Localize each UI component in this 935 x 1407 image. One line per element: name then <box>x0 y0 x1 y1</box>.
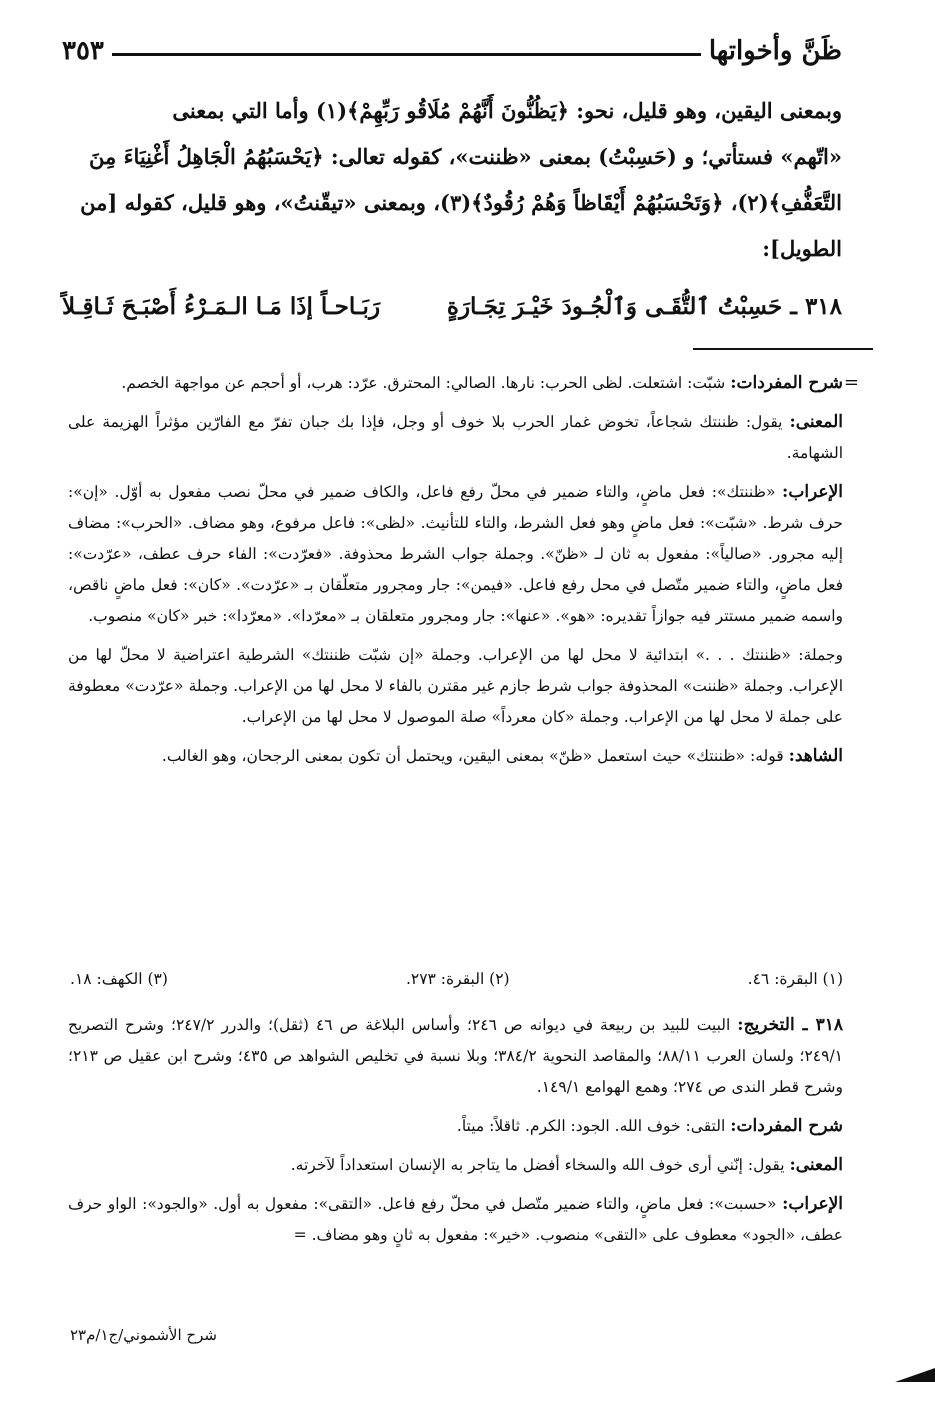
main-line: الطويل]: <box>762 236 842 261</box>
note-irab <box>68 477 843 632</box>
note-maana <box>68 407 843 469</box>
footer-reference: شرح الأشموني/ج١/م٢٣ <box>70 1326 217 1344</box>
main-line: وبمعنى اليقين، وهو قليل، نحو: ﴿يَظُنُّونَ أَنَّهُمْ مُلَاقُو رَبِّهِمْ﴾(١) وأما التي بمعنى <box>172 98 842 123</box>
note-text: يقول: إنّني أرى خوف الله والسخاء أفضل ما يتاجر به الإنسان استعداداً لآخرته. <box>290 1156 785 1174</box>
commentary-notes <box>68 368 843 780</box>
header-rule <box>112 53 701 56</box>
note-label: الشاهد: <box>788 746 843 766</box>
note-text: شبّت: اشتعلت. لظى الحرب: نارها. الصالي: المحترق. عرّد: هرب، أو أحجم عن مواجهة الخصم. <box>121 374 726 392</box>
takhrij-sources <box>68 1010 843 1103</box>
footnote: (١) البقرة: ٤٦. <box>747 970 843 988</box>
note-label: ٣١٨ ـ التخريج: <box>737 1015 843 1035</box>
takhrij-section <box>68 1010 843 1259</box>
chapter-title: ظَنَّ وأخواتها <box>708 36 842 66</box>
main-line: التَّعَفُّفِ﴾(٢)، ﴿وَتَحْسَبُهُمْ أَيْقَاظاً وَهُمْ رُقُودٌ﴾(٣)، وبمعنى «تيقّنتُ»، وهو قليل، كقوله [من <box>80 190 842 215</box>
page-number: ٣٥٣ <box>62 36 104 66</box>
note-shahid <box>68 741 843 772</box>
takhrij-mufradat <box>68 1111 843 1142</box>
note-text: «ظننتك»: فعل ماضٍ، والتاء ضمير في محلّ رفع فاعل، والكاف ضمير في محلّ نصب مفعول به أوّل. «إن»: حرف شرط. «شبّت»: فعل ماضٍ وهو فعل الشرط، والتاء للتأنيث. «لظى»: فاعل مرفوع، وهو مضاف. «الحرب»: مضاف إليه مجرور. «صالياً»: مفعول به ثان لـ «ظنّ». وجملة جواب الشرط محذوفة. «فعرّدت»: الفاء حرف عطف، «عرّدت»: فعل ماضٍ، والتاء ضمير متّصل في محل رفع فاعل. «فيمن»: جار ومجرور متعلّقان بـ «عرّدت». «كان»: فعل ماضٍ ناقص، واسمه ضمير مستتر فيه جوازاً تقديره: «هو». «عنها»: جار ومجرور متعلقان بـ «معرّدا». «معرّدا»: خبر «كان» منصوب. <box>68 483 843 625</box>
note-label: المعنى: <box>789 412 843 432</box>
poetry-verse <box>62 286 842 326</box>
verse-number: ٣١٨ ـ <box>790 292 842 320</box>
note-label: الإعراب: <box>782 1194 844 1214</box>
page-corner-mark <box>895 1368 935 1382</box>
main-text <box>62 88 842 272</box>
verse-first-hemistich: حَسِبْتُ ٱلتُّقَـى وَٱلْجُـودَ خَيْـرَ تِجَـارَةٍ <box>446 292 783 320</box>
note-text: البيت للبيد بن ربيعة في ديوانه ص ٢٤٦؛ وأساس البلاغة ص ٤٦ (ثقل)؛ والدرر ٢٤٧/٢؛ وشرح التصريح ٢٤٩/١؛ ولسان العرب ٨٨/١١؛ والمقاصد النحوية ٣٨٤/٢؛ وبلا نسبة في تخليص الشواهد ص ٤٣٥؛ وشرح ابن عقيل ص ٢١٣؛ وشرح قطر الندى ص ٢٧٤؛ وهمع الهوامع ١٤٩/١. <box>68 1016 843 1096</box>
footnotes <box>70 970 843 988</box>
takhrij-maana <box>68 1150 843 1181</box>
footnote-divider <box>693 348 873 350</box>
note-label: شرح المفردات: <box>730 1116 843 1136</box>
running-header <box>62 26 842 66</box>
note-label: شرح المفردات: <box>730 373 843 393</box>
note-label: المعنى: <box>789 1155 843 1175</box>
footnote: (٣) الكهف: ١٨. <box>70 970 168 988</box>
takhrij-irab <box>68 1189 843 1251</box>
note-label: الإعراب: <box>782 482 843 502</box>
footnote: (٢) البقرة: ٢٧٣. <box>405 970 510 988</box>
note-text: قوله: «ظننتك» حيث استعمل «ظنّ» بمعنى اليقين، ويحتمل أن تكون بمعنى الرجحان، وهو الغالب. <box>161 747 784 765</box>
main-line: «اتّهم» فستأتي؛ و (حَسِبْتُ) بمعنى «ظننت»، كقوله تعالى: ﴿يَحْسَبُهُمُ الْجَاهِلُ أَغْنِيَاءَ مِنَ <box>89 144 842 169</box>
note-mufradat <box>68 368 843 399</box>
note-text: «حسبت»: فعل ماضٍ، والتاء ضمير متّصل في محلّ رفع فاعل. «التقى»: مفعول به أول. «والجود»: الواو حرف عطف، «الجود» معطوف على «التقى» منصوب. «خير»: مفعول به ثانٍ وهو مضاف. = <box>68 1195 843 1244</box>
note-text: التقى: خوف الله. الجود: الكرم. ثاقلاً: ميتاً. <box>456 1117 726 1135</box>
note-text: يقول: ظننتك شجاعاً، تخوض غمار الحرب بلا خوف أو وجل، فإذا بك جبان تفرّ مع الفارّين مؤثراً الهزيمة على الشهامة. <box>68 413 843 462</box>
continuation-mark: = <box>843 372 859 393</box>
note-jumal: وجملة: «ظننتك . . .» ابتدائية لا محل لها من الإعراب. وجملة «إن شبّت ظننتك» الشرطية اعتراضية لا محلّ لها من الإعراب. وجملة «ظننت» المحذوفة جواب شرط جازم غير مقترن بالفاء لا محل لها من الإعراب. وجملة «عرّدت» معطوفة على جملة لا محل لها من الإعراب. وجملة «كان معرداً» صلة الموصول لا محل لها من الإعراب. <box>68 646 843 726</box>
verse-second-hemistich: رَبَـاحـاً إذَا مَـا الـمَـرْءُ أَصْبَـحَ ثَـاقِـلاً <box>62 292 381 320</box>
